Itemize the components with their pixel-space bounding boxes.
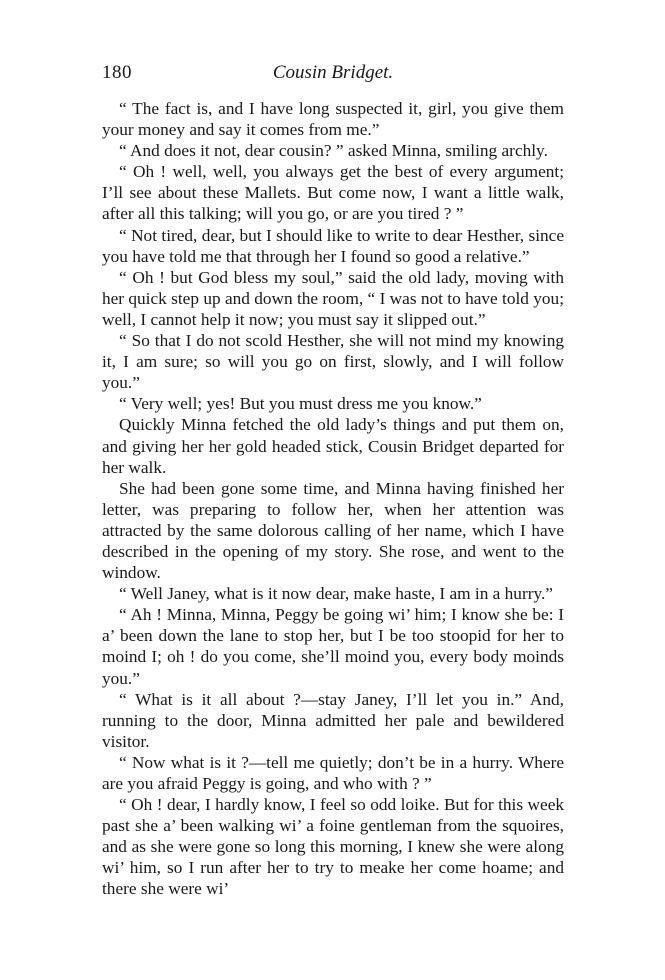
paragraph: “ And does it not, dear cousin? ” asked Minna, smiling archly. (119, 141, 548, 161)
paragraph: “ Not tired, dear, but I should like to write to dear Hesther, since you have told me that through her I found so good a relative.” (102, 225, 564, 266)
page-number: 180 (102, 62, 132, 83)
running-head (102, 62, 564, 88)
paragraph: “ Well Janey, what is it now dear, make haste, I am in a hurry.” (119, 584, 553, 604)
paragraph: She had been gone some time, and Minna having finished her letter, was preparing to follow her, when her attention was attracted by the same dolorous calling of her name, which I have described in the opening of my story. She rose, and went to the window. (102, 478, 564, 583)
running-title: Cousin Bridget. (272, 62, 394, 83)
paragraph: “ The fact is, and I have long suspected it, girl, you give them your money and say it comes from me.” (102, 99, 564, 140)
paragraph: “ What is it all about ?—stay Janey, I’ll let you in.” And, running to the door, Minna admitted her pale and bewildered visitor. (102, 689, 564, 751)
body-text (102, 98, 564, 900)
paragraph: “ So that I do not scold Hesther, she will not mind my knowing it, I am sure; so will you go on first, slowly, and I will follow you.” (102, 331, 564, 393)
paragraph: “ Oh ! well, well, you always get the best of every argument; I’ll see about these Mallets. But come now, I want a little walk, after all this talking; will you go, or are you tired ? ” (102, 162, 564, 224)
paragraph: “ Now what is it ?—tell me quietly; don’t be in a hurry. Where are you afraid Peggy is going, and who with ? ” (102, 752, 564, 793)
paragraph: “ Oh ! dear, I hardly know, I feel so odd loike. But for this week past she a’ been walking wi’ a foine gentleman from the squoires, and as she were gone so long this morning, I knew she were along wi’ him, so I run after her to try to meake her come hoame; and there she were wi’ (102, 795, 564, 899)
paragraph: Quickly Minna fetched the old lady’s things and put them on, and giving her her gold headed stick, Cousin Bridget departed for her walk. (102, 415, 564, 477)
paragraph: “ Oh ! but God bless my soul,” said the old lady, moving with her quick step up and down the room, “ I was not to have told you; well, I cannot help it now; you must say it slipped out.” (102, 267, 564, 329)
paragraph: “ Ah ! Minna, Minna, Peggy be going wi’ him; I know she be: I a’ been down the lane to stop her, but I be too stoopid for her to moind I; oh ! do you come, she’ll moind you, every body moinds you.” (102, 605, 564, 688)
paragraph: “ Very well; yes! But you must dress me you know.” (119, 394, 482, 414)
